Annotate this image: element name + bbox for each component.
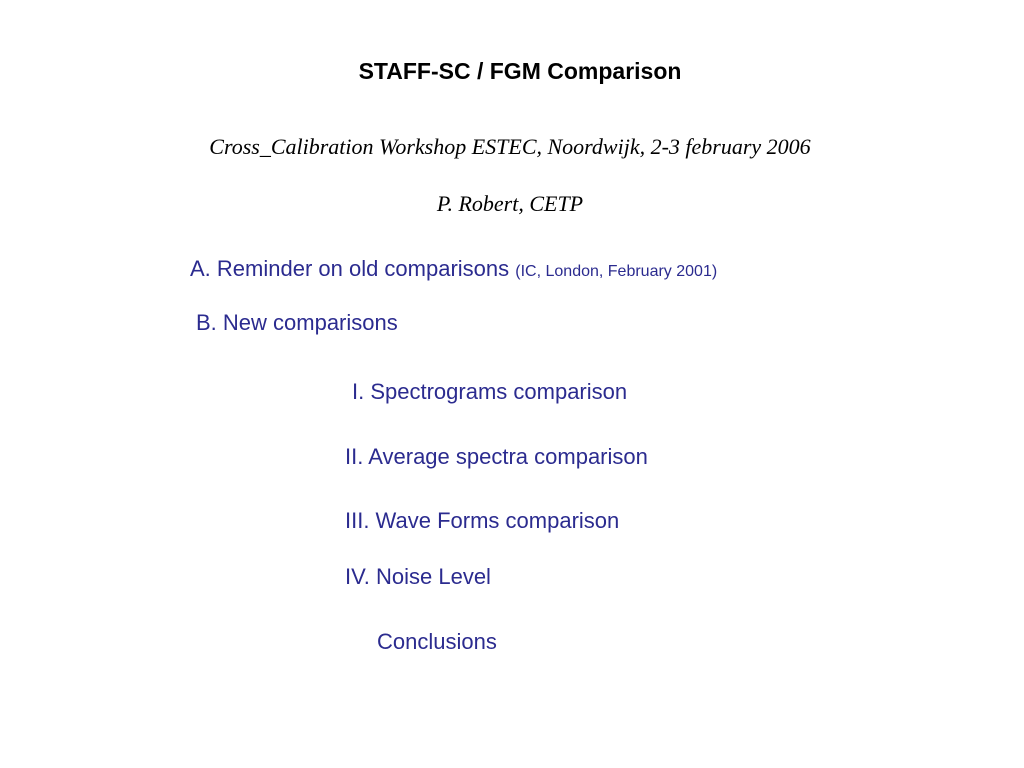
section-a-heading [190, 256, 717, 282]
outline-item-average-spectra: II. Average spectra comparison [345, 444, 648, 469]
workshop-subtitle: Cross_Calibration Workshop ESTEC, Noordwijk, 2-3 february 2006 [209, 134, 811, 159]
section-a-label: A. Reminder on old comparisons [190, 256, 510, 281]
outline-item-wave-forms: III. Wave Forms comparison [345, 508, 620, 533]
outline-item-noise-level: IV. Noise Level [345, 564, 491, 589]
outline-item-spectrograms: I. Spectrograms comparison [352, 379, 628, 404]
outline-item-conclusions: Conclusions [377, 629, 497, 654]
section-a-note: (IC, London, February 2001) [515, 263, 718, 280]
section-b-heading: B. New comparisons [196, 310, 398, 335]
slide-title: STAFF-SC / FGM Comparison [358, 58, 682, 84]
author-line: P. Robert, CETP [436, 191, 584, 216]
